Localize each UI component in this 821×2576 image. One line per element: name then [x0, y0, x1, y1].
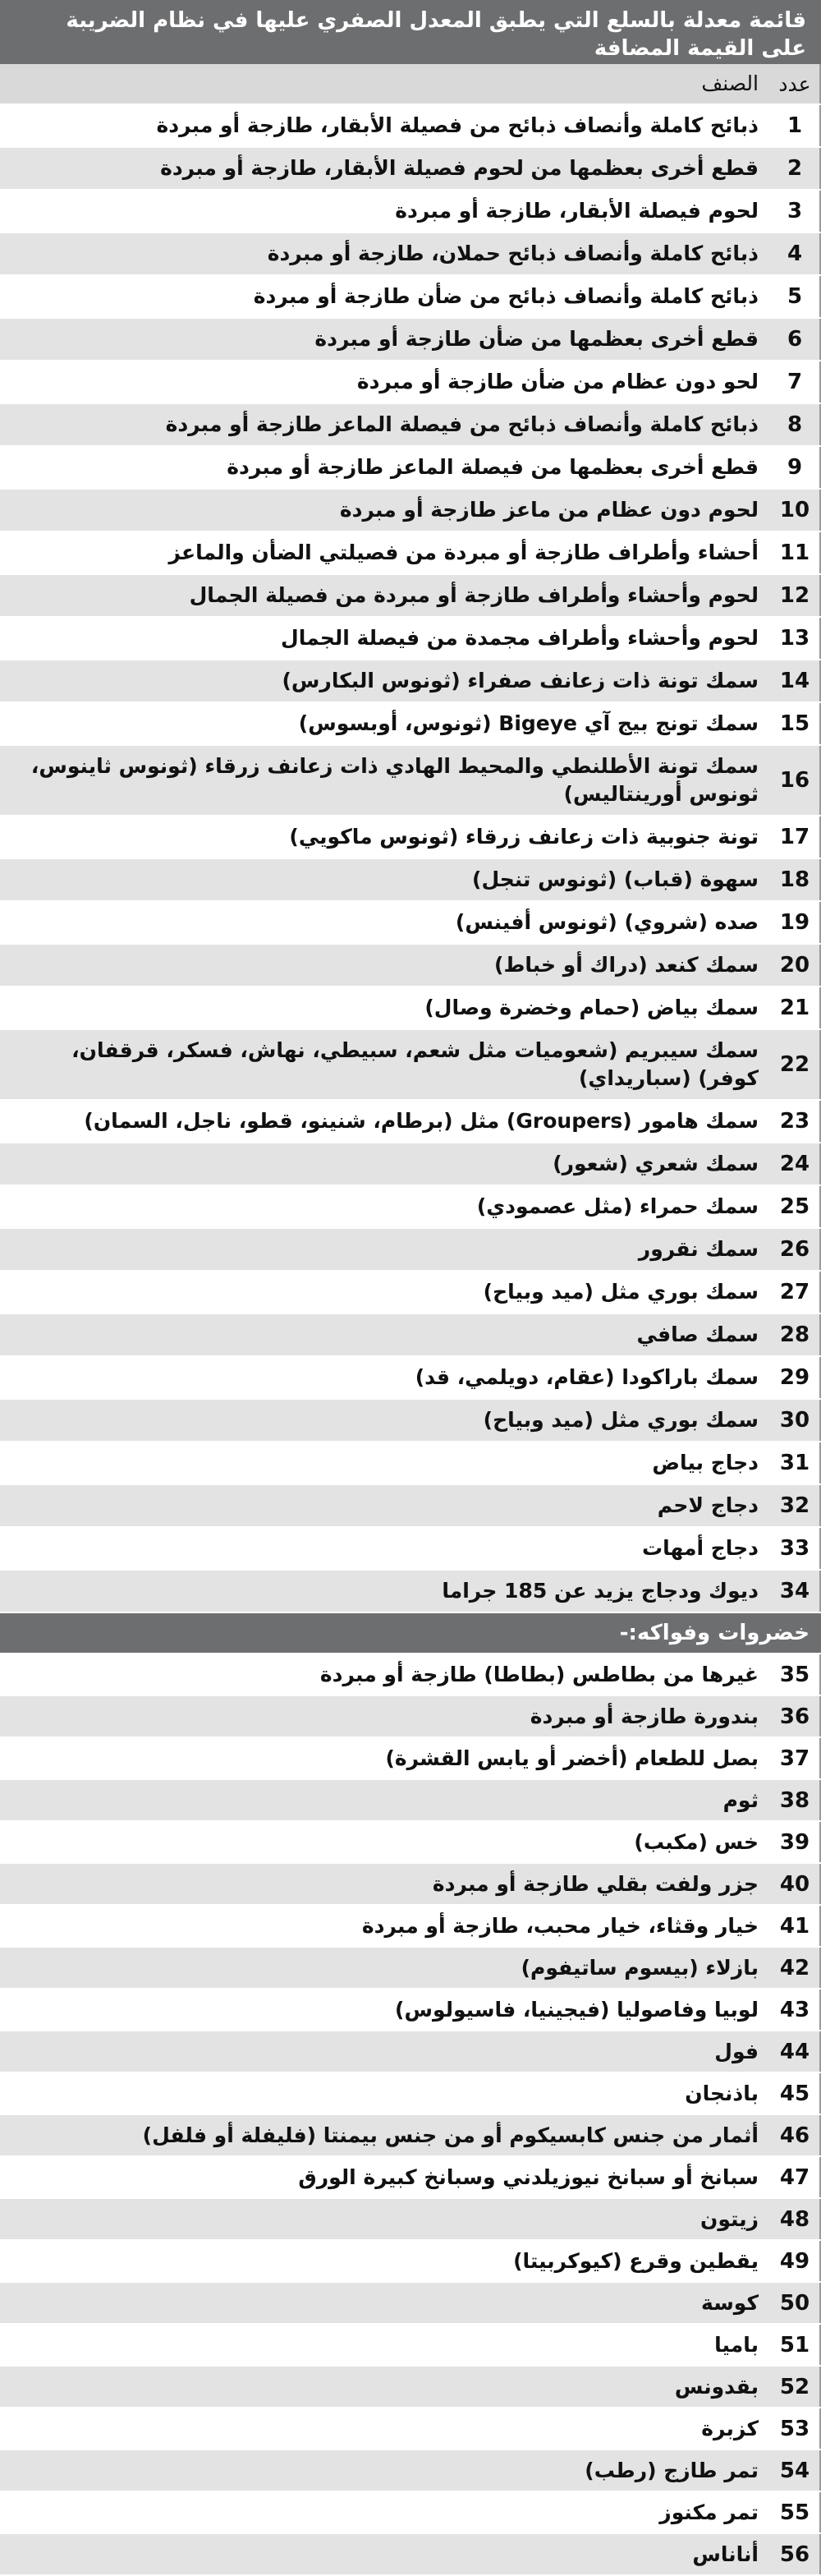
row-item-name: سمك تونج بيج آي Bigeye (ثونوس، أوبسوس) [298, 711, 759, 735]
row-item-name: سمك حمراء (مثل عصمودي) [476, 1194, 759, 1218]
row-number: 13 [770, 618, 821, 659]
row-number: 25 [770, 1186, 821, 1227]
row-item-name: ذبائح كاملة وأنصاف ذبائح من ضأن طازجة أو مبردة [253, 284, 759, 308]
table-row [0, 1780, 821, 1822]
table-row [0, 1485, 821, 1528]
meat-fish-poultry-list [0, 105, 821, 1613]
row-number: 46 [770, 2115, 821, 2155]
table-header [0, 64, 821, 105]
row-number: 31 [770, 1442, 821, 1484]
table-row [0, 2325, 821, 2367]
row-item-name: يقطين وقرع (كيوكربيتا) [513, 2248, 759, 2273]
row-item-name: لحو دون عظام من ضأن طازجة أو مبردة [356, 370, 759, 393]
row-item-name: لحوم دون عظام من ماعز طازجة أو مبردة [339, 498, 759, 522]
row-number: 35 [770, 1654, 821, 1695]
row-item-name: قطع أخرى بعظمها من لحوم فصيلة الأبقار، طازجة أو مبردة [160, 156, 759, 180]
header-number: عدد [770, 64, 821, 104]
row-item-name: لحوم وأحشاء وأطراف مجمدة من فيصلة الجمال [281, 626, 759, 650]
row-item-name: سمك هامور (Groupers) مثل (برطام، شنينو، قطو، ناجل، السمان) [84, 1109, 759, 1133]
table-row [0, 490, 821, 532]
row-item-name: خيار وقثاء، خيار محبب، طازجة أو مبردة [361, 1913, 759, 1938]
row-item-name: تمر طازج (رطب) [585, 2458, 759, 2482]
section-title-vegetables-fruits: خضروات وفواكه:- [0, 1613, 821, 1654]
table-row [0, 1906, 821, 1948]
table-row [0, 2199, 821, 2241]
page-title: قائمة معدلة بالسلع التي يطبق المعدل الصفري عليها في نظام الضريبة على القيمة المضافة [0, 0, 821, 64]
row-item-name: باميا [714, 2332, 759, 2357]
row-item-name: أناناس [692, 2542, 759, 2566]
row-item-name: بازلاء (بيسوم ساتيفوم) [521, 1955, 759, 1980]
row-item-name: سمك تونة ذات زعانف صفراء (ثونوس البكارس) [282, 669, 759, 692]
row-number: 23 [770, 1101, 821, 1142]
row-item-name: قطع أخرى بعظمها من فيصلة الماعز طازجة أو مبردة [227, 455, 759, 479]
table-row [0, 703, 821, 746]
row-number: 34 [770, 1571, 821, 1612]
row-item-name: صده (شروي) (ثونوس أفينس) [455, 910, 759, 934]
row-number: 47 [770, 2157, 821, 2197]
table-row [0, 2408, 821, 2450]
table-row [0, 1357, 821, 1400]
row-number: 50 [770, 2283, 821, 2323]
row-number: 30 [770, 1400, 821, 1441]
table-row [0, 2115, 821, 2157]
row-item-name: بندورة طازجة أو مبردة [530, 1704, 759, 1728]
row-item-name: زيتون [700, 2206, 759, 2231]
table-row [0, 746, 821, 816]
table-row [0, 233, 821, 276]
row-item-name: ذبائح كاملة وأنصاف ذبائح من فيصلة الماعز طازجة أو مبردة [165, 412, 759, 436]
table-row [0, 2450, 821, 2492]
table-row [0, 404, 821, 447]
table-row [0, 1400, 821, 1442]
row-item-name: غيرها من بطاطس (بطاطا) طازجة أو مبردة [319, 1662, 759, 1686]
row-number: 4 [770, 233, 821, 274]
row-number: 10 [770, 490, 821, 531]
row-number: 15 [770, 703, 821, 744]
row-item-name: كزبرة [701, 2416, 759, 2440]
table-row [0, 532, 821, 575]
header-name: الصنف [701, 71, 759, 95]
row-number: 2 [770, 148, 821, 189]
row-item-name: أحشاء وأطراف طازجة أو مبردة من فصيلتي الضأن والماعز [168, 540, 759, 564]
table-row [0, 2367, 821, 2408]
table-row [0, 447, 821, 490]
table-row [0, 319, 821, 361]
row-number: 49 [770, 2241, 821, 2281]
row-item-name: سمك بوري مثل (ميد وبياح) [483, 1408, 759, 1432]
row-item-name: سمك بياض (حمام وخضرة وصال) [424, 996, 759, 1019]
row-number: 36 [770, 1696, 821, 1736]
table-row [0, 2241, 821, 2283]
table-row [0, 987, 821, 1030]
row-number: 6 [770, 319, 821, 360]
table-row [0, 276, 821, 319]
row-item-name: دجاج بياض [652, 1451, 759, 1474]
row-item-name: جزر ولفت بقلي طازجة أو مبردة [432, 1871, 759, 1896]
row-item-name: بقدونس [674, 2374, 759, 2399]
table-row [0, 1738, 821, 1780]
table-row [0, 1101, 821, 1143]
row-number: 48 [770, 2199, 821, 2239]
row-item-name: فول [714, 2039, 759, 2063]
row-item-name: قطع أخرى بعظمها من ضأن طازجة أو مبردة [314, 327, 759, 351]
row-number: 18 [770, 859, 821, 900]
row-item-name: خس (مكبب) [634, 1829, 759, 1854]
row-item-name: سمك سيبريم (شعوميات مثل شعم، سبيطي، نهاش، فسكر، قرقفان، كوفر) (سباريداي) [71, 1038, 759, 1090]
table-row [0, 1571, 821, 1613]
row-item-name: ذبائح كاملة وأنصاف ذبائح من فصيلة الأبقار، طازجة أو مبردة [156, 113, 759, 137]
table-row [0, 191, 821, 233]
row-number: 52 [770, 2367, 821, 2407]
row-number: 45 [770, 2073, 821, 2114]
table-row [0, 1822, 821, 1864]
row-number: 12 [770, 575, 821, 616]
table-row [0, 2492, 821, 2534]
table-row [0, 2031, 821, 2073]
table-row [0, 2534, 821, 2576]
table-row [0, 902, 821, 945]
row-number: 7 [770, 361, 821, 402]
row-number: 40 [770, 1864, 821, 1904]
row-number: 33 [770, 1528, 821, 1569]
table-row [0, 2283, 821, 2325]
table-row [0, 816, 821, 859]
row-item-name: دجاج أمهات [641, 1536, 759, 1560]
table-row [0, 859, 821, 902]
row-item-name: سمك كنعد (دراك أو خباط) [494, 953, 759, 977]
row-number: 24 [770, 1143, 821, 1184]
row-number: 44 [770, 2031, 821, 2072]
row-item-name: لحوم فيصلة الأبقار، طازجة أو مبردة [395, 199, 759, 223]
table-row [0, 1314, 821, 1357]
table-row [0, 1864, 821, 1906]
row-item-name: ديوك ودجاج يزيد عن 185 جراما [442, 1579, 759, 1603]
table-row [0, 575, 821, 618]
row-number: 54 [770, 2450, 821, 2491]
row-item-name: ثوم [722, 1787, 759, 1812]
table-row [0, 1186, 821, 1229]
row-item-name: تمر مكنوز [659, 2500, 759, 2524]
row-number: 27 [770, 1272, 821, 1313]
table-row [0, 361, 821, 404]
row-number: 22 [770, 1030, 821, 1099]
table-row [0, 105, 821, 148]
row-item-name: سمك نقرور [638, 1237, 759, 1261]
row-item-name: باذنجان [685, 2081, 759, 2105]
table-row [0, 1990, 821, 2031]
row-item-name: سهوة (قباب) (ثونوس تنجل) [472, 867, 759, 891]
table-row [0, 1143, 821, 1186]
row-item-name: تونة جنوبية ذات زعانف زرقاء (ثونوس ماكويي) [289, 825, 759, 849]
row-item-name: دجاج لاحم [657, 1493, 759, 1517]
row-number: 38 [770, 1780, 821, 1820]
row-item-name: سمك تونة الأطلنطي والمحيط الهادي ذات زعانف زرقاء (ثونوس ثاينوس، ثونوس أورينتاليس) [30, 754, 759, 806]
table-row [0, 1442, 821, 1485]
row-number: 8 [770, 404, 821, 445]
table-row [0, 1696, 821, 1738]
row-number: 41 [770, 1906, 821, 1946]
table-row [0, 1229, 821, 1272]
row-item-name: لحوم وأحشاء وأطراف طازجة أو مبردة من فصيلة الجمال [189, 583, 759, 607]
row-number: 16 [770, 746, 821, 815]
row-item-name: سمك باراكودا (عقام، دويلمي، قد) [415, 1365, 759, 1389]
row-number: 3 [770, 191, 821, 232]
row-number: 56 [770, 2534, 821, 2574]
row-number: 55 [770, 2492, 821, 2532]
row-item-name: سبانخ أو سبانخ نيوزيلدني وسبانخ كبيرة الورق [298, 2164, 759, 2189]
row-number: 1 [770, 105, 821, 146]
table-row [0, 1654, 821, 1696]
row-item-name: سمك شعري (شعور) [553, 1152, 759, 1175]
row-number: 53 [770, 2408, 821, 2449]
row-number: 14 [770, 660, 821, 702]
row-number: 9 [770, 447, 821, 488]
row-item-name: سمك بوري مثل (ميد وبياح) [483, 1280, 759, 1304]
row-number: 26 [770, 1229, 821, 1270]
row-number: 17 [770, 816, 821, 858]
row-item-name: أثمار من جنس كابسيكوم أو من جنس بيمنتا (فليفلة أو فلفل) [142, 2123, 759, 2147]
row-item-name: كوسة [701, 2290, 759, 2315]
row-number: 43 [770, 1990, 821, 2030]
row-number: 11 [770, 532, 821, 573]
row-item-name: بصل للطعام (أخضر أو يابس القشرة) [385, 1746, 759, 1770]
row-number: 5 [770, 276, 821, 317]
row-number: 39 [770, 1822, 821, 1862]
vegetables-fruits-list [0, 1654, 821, 2576]
table-row [0, 1030, 821, 1101]
row-number: 20 [770, 945, 821, 986]
row-number: 21 [770, 987, 821, 1028]
row-item-name: لوبيا وفاصوليا (فيجينيا، فاسيولوس) [395, 1997, 759, 2022]
row-number: 51 [770, 2325, 821, 2365]
row-number: 19 [770, 902, 821, 943]
row-number: 28 [770, 1314, 821, 1355]
table-row [0, 1528, 821, 1571]
row-item-name: سمك صافي [636, 1322, 759, 1346]
row-item-name: ذبائح كاملة وأنصاف ذبائح حملان، طازجة أو مبردة [267, 242, 759, 265]
row-number: 32 [770, 1485, 821, 1526]
table-row [0, 1272, 821, 1314]
table-row [0, 660, 821, 703]
table-row [0, 1948, 821, 1990]
row-number: 37 [770, 1738, 821, 1778]
table-row [0, 2157, 821, 2199]
table-row [0, 148, 821, 191]
table-row [0, 618, 821, 660]
table-row [0, 2073, 821, 2115]
row-number: 29 [770, 1357, 821, 1398]
row-number: 42 [770, 1948, 821, 1988]
table-row [0, 945, 821, 987]
